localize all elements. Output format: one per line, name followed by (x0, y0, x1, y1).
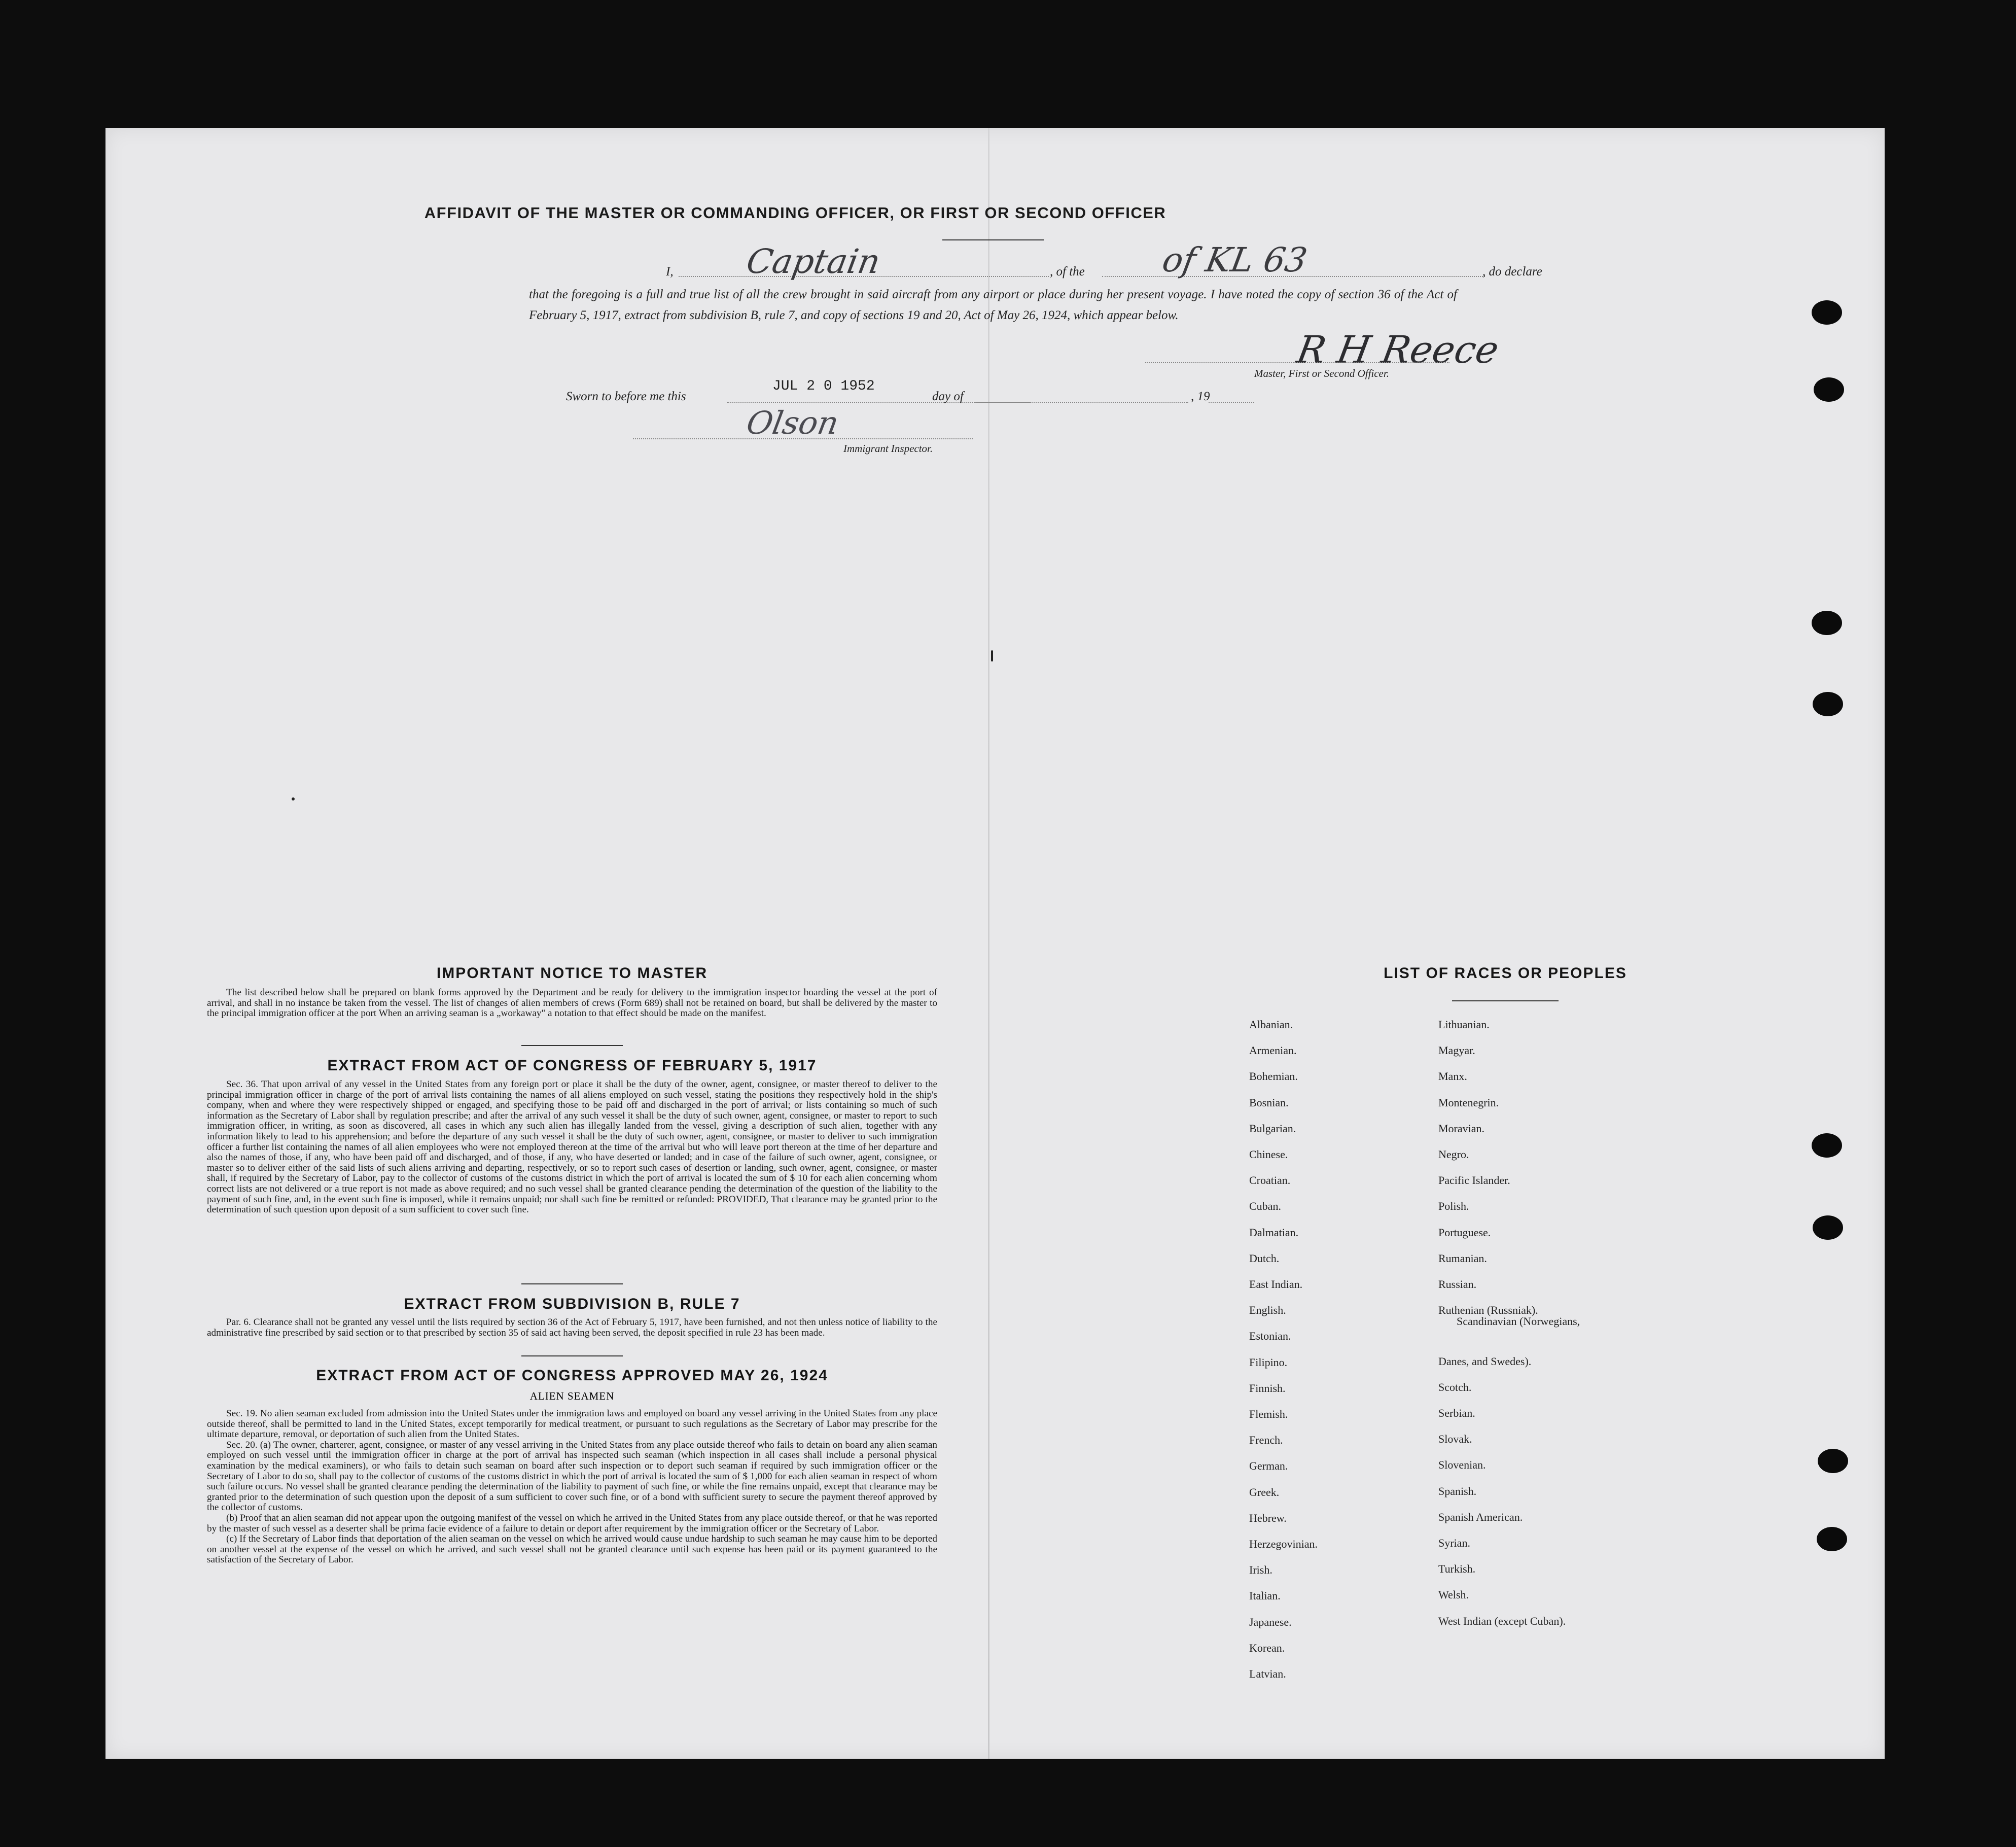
race-item: Korean. (1249, 1641, 1285, 1654)
race-item: Spanish. (1438, 1484, 1477, 1497)
race-item: Bosnian. (1249, 1096, 1289, 1109)
race-item: Dutch. (1249, 1251, 1280, 1265)
race-item: English. (1249, 1304, 1286, 1317)
race-item: Hebrew. (1249, 1511, 1287, 1524)
race-item: Pacific Islander. (1438, 1174, 1510, 1187)
i-label: I, (666, 265, 674, 278)
binder-hole (1812, 1133, 1842, 1158)
binder-hole (1814, 377, 1844, 402)
sec-20a-paragraph: Sec. 20. (a) The owner, charterer, agent, consignee, or master of any vessel arriving in the United States from any place outside thereof who fails to detain on board any alien seaman employed on such vessel until the immigration officer in charge at the port of arrival has inspected such seaman (which inspection in all cases shall include a personal physical examination by the medical examiners), or who fails to detain such seaman on board after such inspection or to deport such seaman if required by such immigration officer or the Secretary of Labor to do so, shall pay to the collector of customs of the customs district in which the port of arrival is located the sum of $ 1,000 for each alien seaman in respect of whom such failure occurs. No vessel shall be granted clearance pending the determination of the liability to payment of such fine, or while the fine remains unpaid, except that clearance may be granted prior to the determination of such question upon the deposit of a sum sufficient to cover such fine, or of a bond with sufficient surety to secure the payment thereof approved by the collector of customs. (207, 1439, 937, 1513)
document-sheet (105, 128, 1885, 1759)
race-item: Negro. (1438, 1148, 1469, 1161)
race-item: Spanish American. (1438, 1510, 1523, 1523)
sec-20b-paragraph: (b) Proof that an alien seaman did not appear upon the outgoing manifest of the vessel on which he arrived in the United States from any place outside thereof, or that he was reported by the master of such vessel as a deserter shall be prima facie evidence of a failure to detain or deport after requirement by the immigration officer or the Secretary of Labor. (207, 1512, 937, 1534)
binder-hole (1818, 1449, 1848, 1473)
notice-paragraph: The list described below shall be prepared on blank forms approved by the Department and be ready for delivery to the immigration inspector boarding the vessel at the port of arrival, and shall in no instance be taken from the vessel. The list of changes of alien members of crews (Form 689) shall not be retained on board, but shall be delivered by the master to the principal immigration officer at the port When an arriving seaman is a „workaway" a notation to that effect should be made on the manifest. (207, 987, 937, 1019)
extract-1917-body (207, 1079, 937, 1215)
handwritten-rank: Captain (744, 242, 883, 281)
inspector-caption: Immigrant Inspector. (843, 442, 933, 455)
binder-hole (1813, 692, 1843, 716)
fold-mark (991, 650, 993, 661)
subdivision-b-rule (521, 1355, 623, 1356)
race-item: Irish. (1249, 1563, 1272, 1577)
signature-line (1145, 362, 1449, 363)
extract-1924-body (207, 1409, 937, 1565)
sworn-label: Sworn to before me this (566, 390, 686, 403)
notice-title: IMPORTANT NOTICE TO MASTER (436, 965, 708, 982)
race-item: Chinese. (1249, 1148, 1288, 1161)
race-item: Latvian. (1249, 1667, 1286, 1680)
binder-hole (1813, 1215, 1843, 1240)
binder-hole (1812, 611, 1842, 635)
race-item: Finnish. (1249, 1381, 1286, 1395)
race-item: Polish. (1438, 1200, 1469, 1213)
race-item: Montenegrin. (1438, 1096, 1499, 1109)
race-item: Japanese. (1249, 1615, 1292, 1628)
race-item: Italian. (1249, 1589, 1281, 1602)
race-item: Albanian. (1249, 1018, 1293, 1031)
year-prefix: , 19 (1191, 390, 1210, 403)
race-item: Manx. (1438, 1070, 1467, 1083)
inspector-line (633, 438, 973, 439)
sec-20c-paragraph: (c) If the Secretary of Labor finds that deportation of the alien seaman on the vessel on which he arrived would cause undue hardship to such seaman he may cause him to be deported on another vessel at the expense of the vessel on which he arrived, and such vessel shall not be granted clearance until such expense has been paid or its payment guaranteed to the satisfaction of the Secretary of Labor. (207, 1534, 937, 1565)
race-item: Magyar. (1438, 1044, 1475, 1057)
extract-1924-subtitle: ALIEN SEAMEN (529, 1390, 615, 1402)
race-item: Danes, and Swedes). (1438, 1354, 1532, 1368)
center-fold-line (988, 128, 989, 1759)
inspector-signature: Olson (744, 404, 842, 441)
race-item: Flemish. (1249, 1408, 1288, 1420)
race-item: Estonian. (1249, 1330, 1291, 1343)
of-the-label: , of the (1050, 265, 1085, 278)
master-signature: R H Reece (1293, 328, 1502, 372)
extract-1917-title: EXTRACT FROM ACT OF CONGRESS OF FEBRUARY 5, 1917 (327, 1057, 817, 1074)
race-item: French. (1249, 1434, 1283, 1447)
race-item: Dalmatian. (1249, 1226, 1299, 1239)
subdivision-b-body (207, 1317, 937, 1338)
handwritten-vessel: of KL 63 (1159, 240, 1311, 280)
race-item: Herzegovinian. (1249, 1538, 1318, 1550)
notice-rule (521, 1045, 623, 1046)
race-item: Slovenian. (1438, 1458, 1486, 1472)
race-item: German. (1249, 1459, 1288, 1473)
race-item: Bohemian. (1249, 1070, 1298, 1083)
race-item: Slovak. (1438, 1433, 1472, 1446)
binder-hole (1812, 300, 1842, 325)
race-item: Portuguese. (1438, 1226, 1491, 1239)
races-rule (1452, 1000, 1559, 1001)
race-item: Greek. (1249, 1485, 1280, 1498)
race-item: Rumanian. (1438, 1251, 1487, 1265)
race-item: Croatian. (1249, 1174, 1291, 1187)
notice-body (207, 988, 937, 1019)
race-item: East Indian. (1249, 1278, 1303, 1291)
race-item: Moravian. (1438, 1122, 1485, 1135)
subdivision-b-title: EXTRACT FROM SUBDIVISION B, RULE 7 (404, 1296, 740, 1312)
binder-hole (1817, 1527, 1847, 1551)
paper-speck (292, 797, 295, 800)
title-rule (942, 239, 1044, 240)
declaration-text: that the foregoing is a full and true list of all the crew brought in said aircraft from any airport or place during her present voyage. I have noted the copy of section 36 of the Act of February 5, 1917, extract from subdivision B, rule 7, and copy of sections 19 and 20, Act of May 26, 1924, which appear below. (529, 288, 1457, 322)
race-item: Russian. (1438, 1278, 1477, 1291)
race-item: Scotch. (1438, 1380, 1472, 1393)
race-item: Filipino. (1249, 1355, 1288, 1369)
race-item: Lithuanian. (1438, 1018, 1490, 1031)
race-item: Welsh. (1438, 1588, 1469, 1601)
race-item: Bulgarian. (1249, 1122, 1296, 1135)
races-title: LIST OF RACES OR PEOPLES (1384, 965, 1627, 982)
race-item: West Indian (except Cuban). (1438, 1614, 1566, 1627)
sworn-month-line (975, 402, 1188, 403)
subdivision-b-paragraph: Par. 6. Clearance shall not be granted any vessel until the lists required by section 36 of the Act of February 5, 1917, have been furnished, and not then unless notice of liability to the administrative fine prescribed by said section or to that prescribed by section 35 of said act having been served, the deposit specified in rule 23 has been made. (207, 1317, 937, 1338)
do-declare-label: , do declare (1482, 265, 1542, 278)
extract-1924-title: EXTRACT FROM ACT OF CONGRESS APPROVED MAY 26, 1924 (316, 1367, 828, 1384)
race-item: Turkish. (1438, 1562, 1476, 1576)
race-item: Scandinavian (Norwegians, (1457, 1315, 1580, 1328)
day-of-label: day of (932, 390, 964, 403)
year-line (1209, 402, 1254, 403)
affidavit-title: AFFIDAVIT OF THE MASTER OR COMMANDING OFFICER, OR FIRST OR SECOND OFFICER (424, 204, 1166, 222)
extract-1917-rule (521, 1283, 623, 1284)
signature-caption: Master, First or Second Officer. (1254, 367, 1389, 379)
sec-19-paragraph: Sec. 19. No alien seaman excluded from admission into the United States under the immigration laws and employed on board any vessel arriving in the United States from any place outside thereof, shall be permitted to land in the United States, except temporarily for medical treatment, or pursuant to such regulations as the Secretary of Labor may prescribe for the ultimate departure, removal, or deportation of such alien from the United States. (207, 1408, 937, 1440)
race-item: Syrian. (1438, 1537, 1470, 1549)
extract-1917-paragraph: Sec. 36. That upon arrival of any vessel in the United States from any foreign port or place it shall be the duty of the owner, agent, consignee, or master thereof to deliver to the principal immigration officer in charge of the port of arrival lists containing the names of all aliens employed on such vessel, stating the positions they respectively hold in the ship's company, when and where they were respectively shipped or engaged, and specifying those to be paid off and discharged in the port of arrival; or lists containing so much of such information as the Secretary of Labor shall by regulation prescribe; and after the arrival of any such vessel it shall be the duty of such owner, agent, consignee, or master to report to such immigration officer, in writing, as soon as discovered, all cases in which any such alien has illegally landed from the vessel, giving a description of such alien, together with any information likely to lead to his apprehension; and before the departure of any such vessel it shall be the duty of such owner, agent, consignee, or master to deliver to such immigration officer a further list containing the names of all alien employees who were not employed thereon at the time of the arrival but who will leave port thereon at the time of her departure and also the names of those, if any, who have been paid off and discharged, and of those, if any, who have deserted or landed; and in case of the failure of such owner, agent, consignee, or master so to deliver either of the said lists of such aliens arriving and departing, respectively, or so to report such cases of desertion or landing, such owner, agent, consignee, or master shall, if required by the Secretary of Labor, pay to the collector of customs of the customs district in which the port of arrival is located the sum of $ 10 for each alien concerning whom correct lists are not delivered or a true report is not made as above required; and no such vessel shall be granted clearance pending the determination of the question of the liability to the payment of such fine, and, in the event such fine is imposed, while it remains unpaid; nor shall such fine be remitted or refunded: PROVIDED, That clearance may be granted prior to the determination of such question upon deposit of a sum sufficient to cover such fine. (207, 1079, 937, 1215)
race-item: Serbian. (1438, 1407, 1475, 1419)
race-item: Armenian. (1249, 1044, 1297, 1057)
race-item: Ruthenian (Russniak). (1438, 1304, 1538, 1317)
race-item: Cuban. (1249, 1200, 1281, 1213)
sworn-date-stamp: JUL 2 0 1952 (772, 378, 875, 394)
